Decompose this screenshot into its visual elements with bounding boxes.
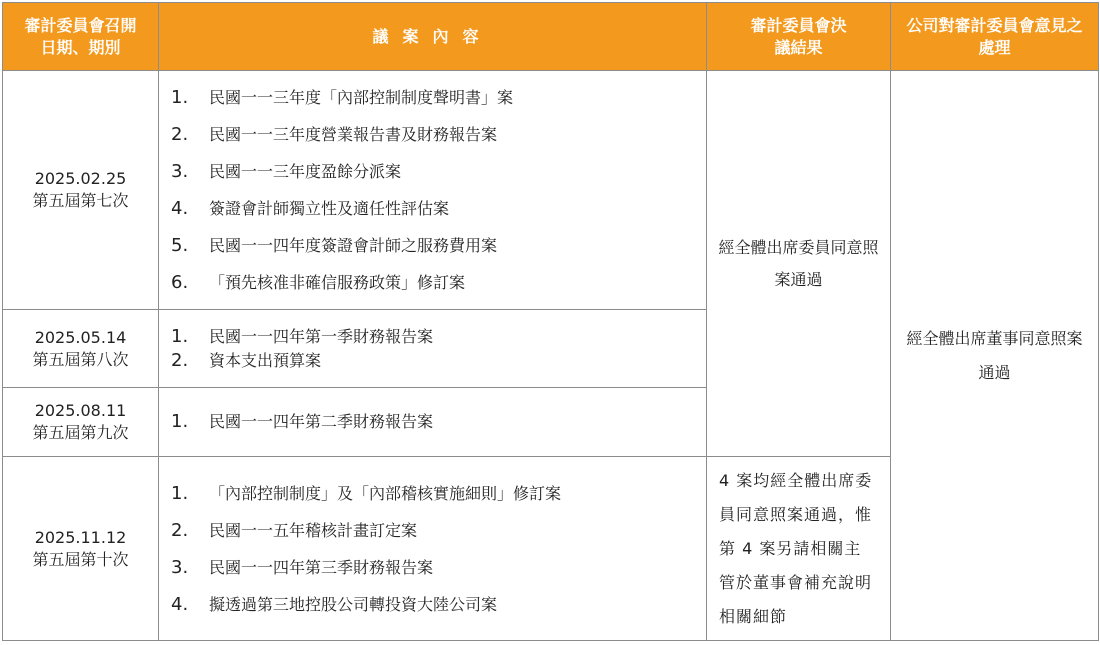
agenda-cell xyxy=(159,457,707,641)
header-result: 審計委員會決議結果 xyxy=(707,3,891,71)
meeting-date: 2025.02.25 xyxy=(34,169,127,188)
agenda-item: 5. 民國一一四年度簽證會計師之服務費用案 xyxy=(171,235,498,256)
agenda-item: 1. 民國一一四年第二季財務報告案 xyxy=(171,411,434,432)
agenda-item: 2. 資本支出預算案 xyxy=(171,349,322,371)
header-handling: 公司對審計委員會意見之處理 xyxy=(891,3,1099,71)
agenda-cell xyxy=(159,71,707,310)
agenda-item: 3. 民國一一三年度盈餘分派案 xyxy=(171,161,402,182)
handling-text: 經全體出席董事同意照案通過 xyxy=(906,328,1083,382)
agenda-list xyxy=(171,410,706,434)
meeting-date: 2025.11.12 xyxy=(34,527,127,547)
audit-committee-table xyxy=(2,2,1099,641)
meeting-session: 第五屆第八次 xyxy=(32,349,129,369)
agenda-cell xyxy=(159,388,707,457)
meeting-date-cell xyxy=(3,457,159,641)
result-text: 經全體出席委員同意照案通過 xyxy=(718,237,879,289)
agenda-item: 1. 「內部控制制度」及「內部稽核實施細則」修訂案 xyxy=(171,482,562,504)
handling-cell xyxy=(891,71,1099,641)
agenda-item: 4. 擬透過第三地控股公司轉投資大陸公司案 xyxy=(171,593,498,615)
result-cell xyxy=(707,457,891,641)
agenda-list xyxy=(171,79,706,301)
meeting-session: 第五屆第九次 xyxy=(32,423,129,442)
agenda-list xyxy=(171,475,706,623)
meeting-session: 第五屆第七次 xyxy=(32,191,129,210)
meeting-date-cell xyxy=(3,388,159,457)
agenda-item: 1. 民國一一四年第一季財務報告案 xyxy=(171,325,434,347)
agenda-cell xyxy=(159,310,707,388)
agenda-item: 2. 民國一一三年度營業報告書及財務報告案 xyxy=(171,124,498,145)
agenda-item: 4. 簽證會計師獨立性及適任性評估案 xyxy=(171,198,450,219)
header-agenda: 議案內容 xyxy=(159,3,707,71)
agenda-item: 3. 民國一一四年第三季財務報告案 xyxy=(171,556,434,578)
result-text: 4 案均經全體出席委員同意照案通過，惟第 4 案另請相關主管於董事會補充說明相關細節 xyxy=(719,470,873,626)
meeting-row-1 xyxy=(3,71,1099,310)
agenda-list xyxy=(171,325,706,373)
meeting-date: 2025.08.11 xyxy=(34,401,127,420)
meeting-date: 2025.05.14 xyxy=(34,327,127,347)
agenda-item: 1. 民國一一三年度「內部控制制度聲明書」案 xyxy=(171,87,514,108)
meeting-date-cell xyxy=(3,310,159,388)
header-row xyxy=(3,3,1099,71)
meeting-session: 第五屆第十次 xyxy=(32,549,129,569)
agenda-item: 6. 「預先核准非確信服務政策」修訂案 xyxy=(171,272,466,293)
meeting-date-cell xyxy=(3,71,159,310)
result-cell-merged xyxy=(707,71,891,457)
agenda-item: 2. 民國一一五年稽核計畫訂定案 xyxy=(171,519,418,541)
header-date: 審計委員會召開日期、期別 xyxy=(3,3,159,71)
